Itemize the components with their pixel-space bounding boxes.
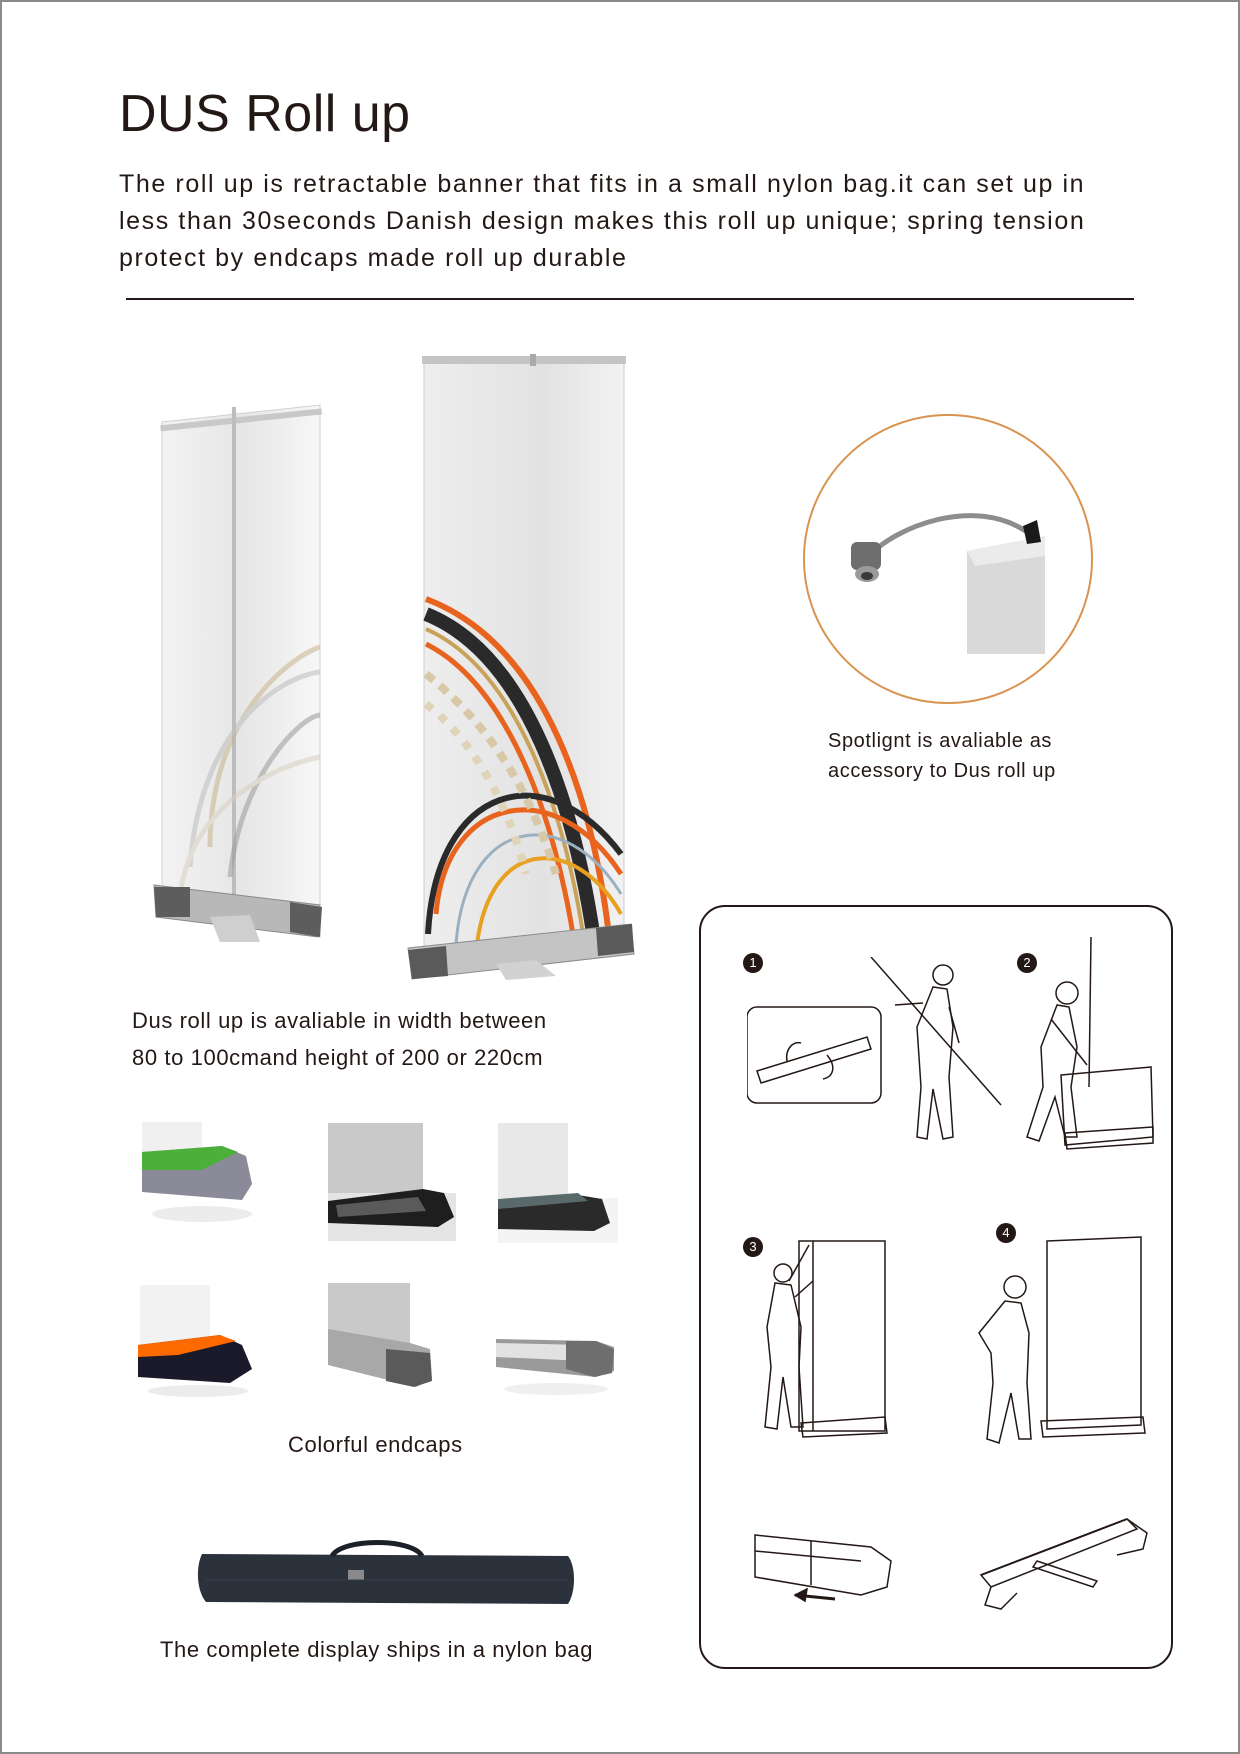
- step-4-badge: 4: [996, 1223, 1016, 1243]
- setup-instructions-panel: [699, 905, 1173, 1669]
- step-4-illustration: [971, 1233, 1161, 1463]
- step-2-badge: 2: [1017, 953, 1037, 973]
- endcap-black-image-2: [498, 1123, 618, 1243]
- bag-caption: The complete display ships in a nylon bag: [160, 1637, 594, 1662]
- sizes-caption-line1: Dus roll up is avaliable in width between: [132, 1008, 547, 1033]
- sizes-caption: [132, 1006, 547, 1073]
- endcap-grey-image-2: [496, 1327, 616, 1403]
- endcap-black-image-1: [328, 1123, 456, 1241]
- step-1-illustration: [747, 957, 1017, 1157]
- endcap-detail-illustration-1: [751, 1521, 901, 1611]
- rollup-banner-large-image: [406, 354, 636, 984]
- spotlight-caption-line2: accessory to Dus roll up: [828, 760, 1056, 782]
- endcap-grey-image-1: [326, 1283, 434, 1403]
- endcap-orange-image: [138, 1285, 256, 1403]
- spotlight-caption-line1: Spotlignt is avaliable as: [828, 730, 1053, 752]
- intro-paragraph: The roll up is retractable banner that fits in a small nylon bag.it can set up in less than 30seconds Danish design makes this roll up unique; spring tension protect by endcaps made roll up durable: [119, 170, 1086, 272]
- divider-line: [126, 298, 1134, 300]
- sizes-caption-line2: 80 to 100cmand height of 200 or 220cm: [132, 1045, 544, 1070]
- step-3-badge: 3: [743, 1237, 763, 1257]
- step-3-illustration: [761, 1237, 901, 1447]
- step-1-badge: 1: [743, 953, 763, 973]
- spotlight-caption: [828, 726, 1056, 786]
- endcap-green-image: [142, 1122, 260, 1230]
- step-2-illustration: [1021, 937, 1161, 1167]
- nylon-bag-image: [192, 1536, 578, 1612]
- rollup-banner-small-image: [150, 397, 325, 947]
- endcap-detail-illustration-2: [977, 1505, 1157, 1615]
- spotlight-accessory-image: [803, 414, 1093, 704]
- endcaps-caption: Colorful endcaps: [288, 1432, 463, 1457]
- page-title: DUS Roll up: [119, 85, 411, 143]
